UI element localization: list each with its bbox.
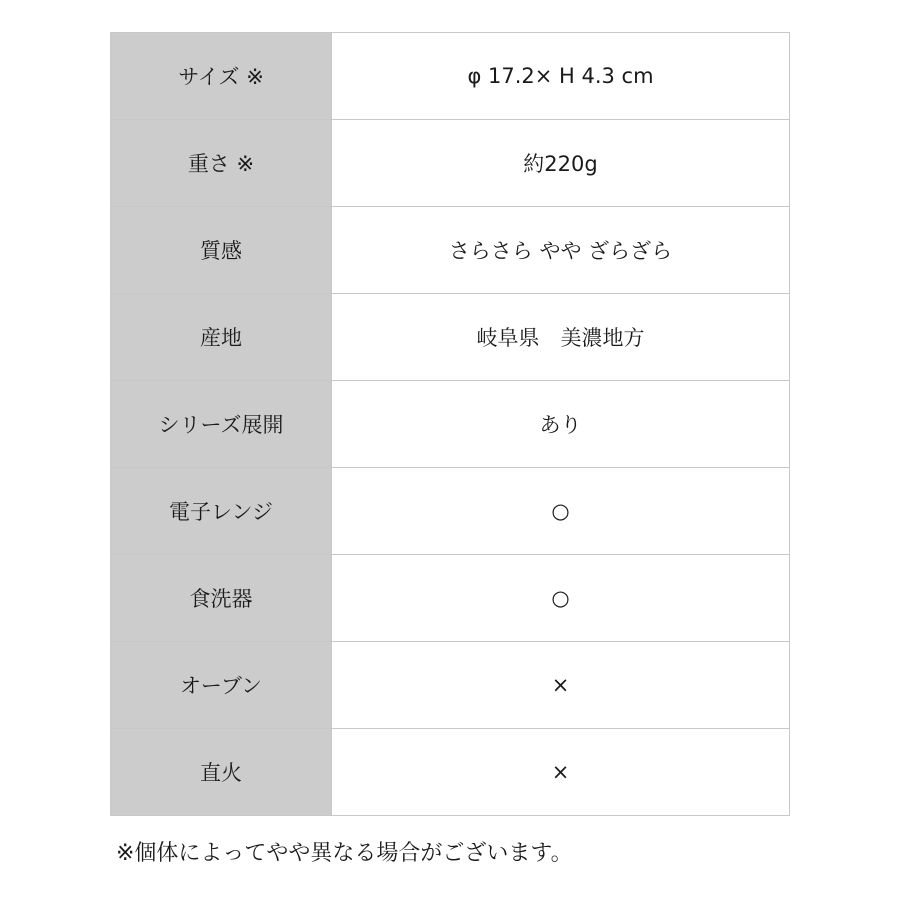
spec-row-microwave	[111, 468, 790, 555]
spec-label-open-flame: 直火	[111, 729, 332, 816]
footnote: ※個体によってやや異なる場合がございます。	[116, 841, 573, 866]
spec-value-series: あり	[332, 381, 790, 468]
spec-row-size	[111, 33, 790, 120]
spec-value-size: φ 17.2× H 4.3 cm	[332, 33, 790, 120]
spec-row-texture	[111, 207, 790, 294]
spec-row-origin	[111, 294, 790, 381]
spec-value-weight: 約220g	[332, 120, 790, 207]
spec-value-microwave: ○	[332, 468, 790, 555]
spec-value-texture: さらさら やや ざらざら	[332, 207, 790, 294]
spec-label-dishwasher: 食洗器	[111, 555, 332, 642]
spec-label-microwave: 電子レンジ	[111, 468, 332, 555]
spec-label-size: サイズ ※	[111, 33, 332, 120]
spec-label-origin: 産地	[111, 294, 332, 381]
spec-row-series	[111, 381, 790, 468]
spec-value-dishwasher: ○	[332, 555, 790, 642]
spec-value-open-flame: ×	[332, 729, 790, 816]
spec-row-oven	[111, 642, 790, 729]
spec-row-weight	[111, 120, 790, 207]
spec-value-origin: 岐阜県 美濃地方	[332, 294, 790, 381]
spec-label-oven: オーブン	[111, 642, 332, 729]
spec-label-texture: 質感	[111, 207, 332, 294]
spec-row-open-flame	[111, 729, 790, 816]
spec-table	[110, 32, 790, 816]
spec-label-weight: 重さ ※	[111, 120, 332, 207]
spec-value-oven: ×	[332, 642, 790, 729]
spec-label-series: シリーズ展開	[111, 381, 332, 468]
spec-row-dishwasher	[111, 555, 790, 642]
